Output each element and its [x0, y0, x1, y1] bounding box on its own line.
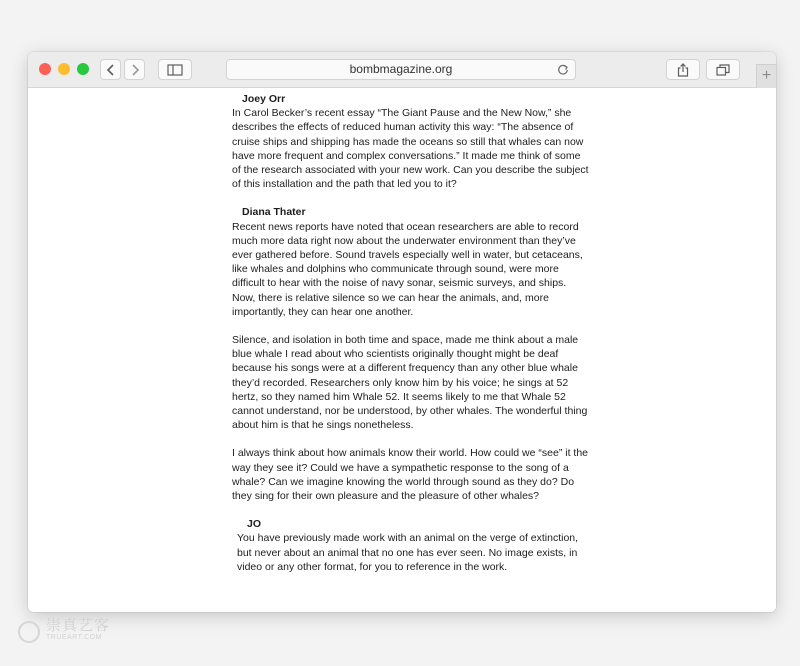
new-tab-button[interactable]: + — [756, 64, 776, 88]
reload-button[interactable] — [557, 63, 569, 82]
speaker-name: Diana Thater — [242, 206, 306, 219]
speaker-name: Joey Orr — [242, 93, 286, 105]
article-paragraph: In Carol Becker’s recent essay “The Giant Pause and the New Now,” she describes the effects of reduced human activity this way: “The absence of cruise ships and shipping has made the oceans so still that whales can now have more frequent and complex conversations.” It made me think of some of the research associated with your new work. Can you describe the subject of this installation and the path that led you to it? — [232, 107, 589, 191]
reload-icon — [557, 64, 569, 76]
article-paragraph: Silence, and isolation in both time and space, made me think about a male blue whale I read about who scientists originally thought might be deaf because his songs were at a different frequency than any other blue whale they’d recorded. Researchers only know him by his voice; he sings at 52 hertz, so they named him Whale 52. It seems likely to me that Whale 52 cannot understand, nor be understood, by other whales. The wonderful thing about him is that he sings nonetheless. — [232, 334, 588, 432]
chevron-right-icon — [130, 64, 140, 76]
minimize-window-button[interactable] — [58, 63, 70, 75]
url-text: bombmagazine.org — [349, 62, 453, 76]
article — [232, 92, 592, 574]
sidebar-icon — [167, 64, 183, 76]
forward-button[interactable] — [124, 59, 145, 80]
back-button[interactable] — [100, 59, 121, 80]
address-bar[interactable] — [226, 59, 576, 80]
chevron-left-icon — [106, 64, 116, 76]
article-paragraph: You have previously made work with an animal on the verge of extinction, but never about an animal that no one has ever seen. No image exists, in video or any other format, for you to reference in the work. — [237, 532, 579, 573]
browser-toolbar — [28, 52, 776, 88]
article-paragraph: I always think about how animals know their world. How could we “see” it the way they see it? Could we have a sympathetic response to the song of a whale? Can we imagine knowing the world through sound as they do? Do they sing for their own pleasure and the pleasure of other whales? — [232, 447, 588, 503]
tabs-overview-button[interactable] — [706, 59, 740, 80]
watermark-logo-icon — [18, 621, 40, 643]
article-paragraph: Recent news reports have noted that ocean researchers are able to record much more data right now about the underwater environment than they’ve ever gathered before. Sound travels especially well in water, but cetaceans, like whales and dolphins who communicate through sound, were more difficult to hear with the noise of navy sonar, seismic surveys, and ships. Now, there is relative silence so we can hear the animals, and, more importantly, they can hear one another. — [232, 220, 583, 318]
share-icon — [677, 63, 689, 77]
sidebar-button[interactable] — [158, 59, 192, 80]
browser-window — [28, 52, 776, 612]
watermark-subtitle: TRUEART.COM — [46, 634, 102, 641]
speaker-name: JO — [247, 518, 262, 531]
tabs-overview-icon — [716, 64, 730, 76]
zoom-window-button[interactable] — [77, 63, 89, 75]
page-content — [28, 88, 776, 612]
watermark-title: 崇真艺客 — [46, 617, 111, 634]
share-button[interactable] — [666, 59, 700, 80]
watermark — [18, 617, 111, 644]
close-window-button[interactable] — [39, 63, 51, 75]
